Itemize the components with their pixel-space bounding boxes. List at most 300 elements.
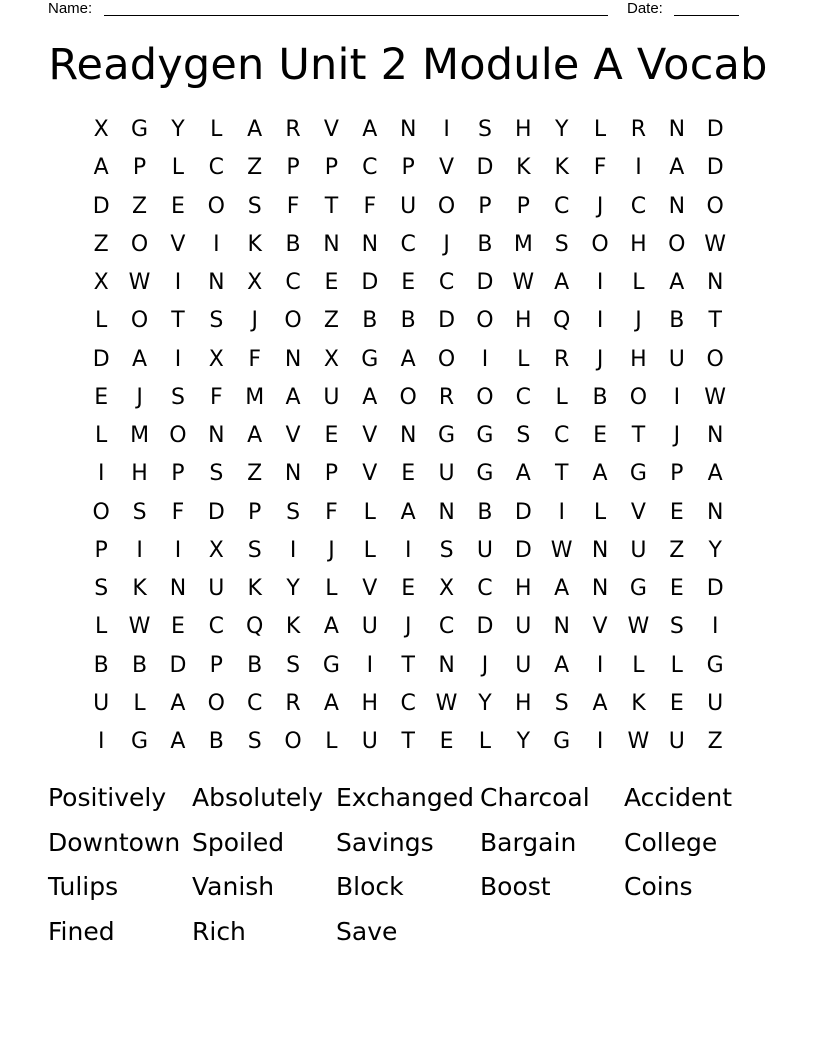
grid-letter: I <box>97 461 105 487</box>
grid-letter: J <box>673 423 681 448</box>
grid-letter: D <box>514 537 532 563</box>
grid-letter: A <box>285 384 301 410</box>
grid-letter: N <box>706 270 724 295</box>
grid-letter: L <box>325 729 338 754</box>
grid-letter: S <box>132 499 147 525</box>
grid-letter: J <box>596 193 604 219</box>
grid-letter: F <box>209 384 223 410</box>
grid-letter: L <box>632 270 645 295</box>
grid-letter: B <box>477 499 493 525</box>
grid-letter: O <box>130 231 149 257</box>
grid-letter: H <box>515 690 532 716</box>
word-bank-item: Block <box>336 872 404 901</box>
grid-letter: L <box>363 537 376 563</box>
grid-letter: A <box>554 270 570 295</box>
grid-letter: O <box>399 384 417 410</box>
grid-letter: L <box>593 499 607 525</box>
grid-letter: B <box>400 308 416 334</box>
date-field[interactable] <box>674 15 739 16</box>
grid-letter: G <box>361 346 379 372</box>
grid-letter: S <box>554 231 569 257</box>
grid-letter: Y <box>171 117 185 142</box>
grid-letter: I <box>213 231 220 257</box>
grid-letter: C <box>554 423 570 448</box>
grid-letter: Y <box>708 537 722 563</box>
grid-letter: C <box>362 155 378 181</box>
grid-letter: O <box>284 729 302 754</box>
grid-letter: H <box>630 346 647 372</box>
grid-letter: U <box>668 729 685 754</box>
word-bank <box>48 778 768 956</box>
grid-letter: I <box>596 729 604 754</box>
grid-letter: O <box>92 499 110 525</box>
grid-letter: D <box>706 117 724 142</box>
grid-letter: L <box>210 117 223 142</box>
grid-letter: S <box>439 537 454 563</box>
grid-letter: C <box>438 270 455 295</box>
grid-letter: C <box>208 614 224 640</box>
grid-letter: C <box>400 231 416 257</box>
word-bank-item: Vanish <box>192 872 275 901</box>
grid-letter: C <box>477 576 493 601</box>
grid-letter: X <box>208 346 224 372</box>
grid-letter: A <box>400 499 416 525</box>
word-bank-item: Downtown <box>48 827 181 857</box>
date-label: Date: <box>627 0 663 17</box>
grid-letter: B <box>247 652 263 678</box>
grid-letter: K <box>516 155 531 181</box>
grid-letter: U <box>668 346 685 372</box>
grid-letter: A <box>93 155 109 181</box>
grid-letter: T <box>401 652 415 678</box>
grid-letter: J <box>635 308 642 334</box>
grid-letter: V <box>285 423 301 448</box>
grid-letter: N <box>208 423 225 448</box>
grid-letter: E <box>669 690 684 716</box>
grid-letter: L <box>95 423 108 448</box>
grid-letter: W <box>128 270 151 295</box>
grid-letter: D <box>514 499 532 525</box>
grid-letter: P <box>401 155 415 181</box>
grid-letter: S <box>516 423 531 448</box>
grid-letter: D <box>207 499 225 525</box>
grid-letter: S <box>286 652 301 678</box>
word-bank-item: Savings <box>336 827 434 857</box>
grid-letter: D <box>92 193 110 219</box>
grid-letter: W <box>627 614 650 640</box>
grid-letter: N <box>668 193 686 219</box>
grid-letter: O <box>476 384 494 410</box>
grid-letter: L <box>363 499 376 525</box>
grid-letter: O <box>169 423 187 448</box>
grid-letter: S <box>170 384 185 410</box>
grid-letter: G <box>131 729 149 754</box>
word-bank-item: Tulips <box>48 872 119 901</box>
grid-letter: L <box>517 346 530 372</box>
grid-letter: A <box>247 117 263 142</box>
grid-letter: I <box>404 537 412 563</box>
grid-letter: S <box>247 729 262 754</box>
grid-letter: E <box>439 729 454 754</box>
grid-letter: T <box>401 729 415 754</box>
grid-letter: J <box>251 308 258 334</box>
grid-letter: E <box>324 423 339 448</box>
grid-letter: E <box>324 270 339 295</box>
grid-letter: N <box>208 270 225 295</box>
grid-letter: M <box>245 384 265 410</box>
grid-letter: X <box>93 117 109 142</box>
name-label: Name: <box>48 0 93 17</box>
grid-letter: E <box>94 384 109 410</box>
grid-letter: G <box>629 461 647 487</box>
grid-letter: M <box>513 231 533 257</box>
grid-letter: A <box>170 690 186 716</box>
grid-letter: Z <box>323 308 339 334</box>
grid-letter: A <box>669 155 685 181</box>
grid-letter: H <box>515 308 532 334</box>
grid-letter: P <box>324 461 339 487</box>
grid-letter: C <box>630 193 647 219</box>
grid-letter: O <box>629 384 648 410</box>
grid-letter: Y <box>516 729 531 754</box>
grid-letter: J <box>443 231 450 257</box>
grid-letter: V <box>439 155 455 181</box>
grid-letter: Z <box>93 231 109 257</box>
grid-letter: Q <box>553 308 571 334</box>
grid-letter: S <box>669 614 684 640</box>
grid-letter: B <box>477 231 493 257</box>
grid-letter: N <box>323 231 340 257</box>
grid-letter: I <box>97 729 105 754</box>
grid-letter: G <box>438 423 456 448</box>
grid-letter: L <box>555 384 568 410</box>
grid-letter: S <box>209 461 224 487</box>
grid-letter: U <box>476 537 493 563</box>
grid-letter: S <box>286 499 301 525</box>
grid-letter: P <box>248 499 262 525</box>
grid-letter: V <box>323 117 339 142</box>
grid-letter: P <box>670 461 684 487</box>
grid-letter: L <box>95 614 108 640</box>
grid-letter: U <box>515 652 532 678</box>
grid-letter: M <box>130 423 150 448</box>
grid-letter: R <box>630 117 647 142</box>
grid-letter: S <box>477 117 492 142</box>
grid-letter: J <box>404 614 412 640</box>
grid-letter: G <box>706 652 724 678</box>
grid-letter: P <box>171 461 185 487</box>
word-bank-item: Positively <box>48 783 167 812</box>
grid-letter: N <box>284 346 302 372</box>
grid-letter: Q <box>246 614 264 640</box>
grid-letter: N <box>706 423 724 448</box>
grid-letter: J <box>596 346 604 372</box>
grid-letter: A <box>400 346 416 372</box>
grid-letter: I <box>289 537 297 563</box>
grid-letter: F <box>593 155 607 181</box>
grid-letter: W <box>704 384 727 410</box>
grid-letter: A <box>707 461 723 487</box>
grid-letter: O <box>706 193 724 219</box>
grid-letter: L <box>95 308 108 334</box>
grid-letter: S <box>94 576 109 601</box>
grid-letter: K <box>285 614 301 640</box>
grid-letter: W <box>128 614 151 640</box>
grid-letter: B <box>132 652 148 678</box>
word-bank-item: Save <box>336 916 398 946</box>
grid-letter: N <box>361 231 379 257</box>
grid-letter: C <box>438 614 455 640</box>
grid-letter: W <box>704 231 727 257</box>
grid-letter: P <box>478 193 492 219</box>
grid-letter: F <box>286 193 300 219</box>
grid-letter: I <box>673 384 681 410</box>
grid-letter: J <box>136 384 143 410</box>
grid-letter: E <box>669 576 684 601</box>
grid-letter: B <box>93 652 109 678</box>
grid-letter: D <box>92 346 110 372</box>
grid-letter: D <box>438 308 456 334</box>
grid-letter: B <box>669 308 685 334</box>
grid-letter: N <box>591 576 609 601</box>
grid-letter: O <box>668 231 686 257</box>
grid-letter: T <box>631 423 646 448</box>
grid-letter: E <box>401 461 416 487</box>
grid-letter: D <box>706 155 724 181</box>
grid-letter: R <box>554 346 570 372</box>
grid-letter: A <box>592 690 608 716</box>
grid-letter: A <box>362 384 378 410</box>
grid-letter: Z <box>669 537 685 563</box>
grid-letter: I <box>481 346 489 372</box>
grid-letter: J <box>328 537 335 563</box>
grid-letter: D <box>361 270 379 295</box>
grid-letter: E <box>401 576 416 601</box>
grid-letter: U <box>361 614 378 640</box>
grid-letter: U <box>93 690 110 716</box>
grid-letter: L <box>478 729 492 754</box>
grid-letter: U <box>630 537 647 563</box>
grid-letter: L <box>133 690 146 716</box>
word-bank-item: Boost <box>480 872 551 901</box>
grid-letter: N <box>591 537 609 563</box>
grid-letter: O <box>207 193 225 219</box>
grid-letter: E <box>593 423 608 448</box>
grid-letter: C <box>400 690 416 716</box>
grid-letter: N <box>284 461 302 487</box>
grid-letter: U <box>361 729 378 754</box>
grid-letter: N <box>438 652 455 678</box>
grid-letter: S <box>247 537 262 563</box>
grid-letter: W <box>512 270 535 295</box>
grid-letter: G <box>553 729 571 754</box>
grid-letter: D <box>476 155 494 181</box>
word-bank-item: Absolutely <box>192 783 324 812</box>
grid-letter: H <box>515 117 532 142</box>
grid-letter: O <box>437 193 456 219</box>
grid-letter: A <box>515 461 531 487</box>
grid-letter: V <box>170 231 186 257</box>
name-field[interactable] <box>104 15 608 16</box>
grid-letter: N <box>169 576 187 601</box>
grid-letter: I <box>366 652 374 678</box>
grid-letter: G <box>476 461 494 487</box>
grid-letter: I <box>558 499 565 525</box>
grid-letter: Y <box>286 576 300 601</box>
grid-letter: B <box>285 231 301 257</box>
grid-letter: O <box>207 690 225 716</box>
grid-letter: N <box>706 499 724 525</box>
grid-letter: H <box>361 690 379 716</box>
grid-letter: X <box>439 576 455 601</box>
grid-letter: A <box>132 346 148 372</box>
grid-letter: K <box>247 231 262 257</box>
grid-letter: C <box>208 155 224 181</box>
grid-letter: Z <box>132 193 148 219</box>
grid-letter: A <box>554 652 570 678</box>
grid-letter: C <box>515 384 531 410</box>
grid-letter: D <box>476 270 494 295</box>
grid-letter: L <box>171 155 185 181</box>
grid-letter: T <box>708 308 722 334</box>
grid-letter: O <box>476 308 494 334</box>
grid-letter: N <box>399 423 417 448</box>
grid-letter: J <box>481 652 489 678</box>
grid-letter: O <box>130 308 149 334</box>
grid-letter: V <box>592 614 608 640</box>
grid-letter: G <box>322 652 340 678</box>
grid-letter: X <box>93 270 109 295</box>
grid-letter: D <box>706 576 724 601</box>
grid-letter: P <box>324 155 339 181</box>
grid-letter: S <box>247 193 262 219</box>
grid-letter: P <box>286 155 300 181</box>
grid-letter: L <box>670 652 683 678</box>
grid-letter: U <box>707 690 724 716</box>
grid-letter: I <box>136 537 143 563</box>
grid-letter: K <box>554 155 569 181</box>
grid-letter: E <box>170 193 185 219</box>
grid-letter: T <box>324 193 339 219</box>
grid-letter: G <box>131 117 149 142</box>
grid-letter: V <box>362 576 378 601</box>
word-bank-item: College <box>624 827 718 857</box>
grid-letter: L <box>325 576 338 601</box>
grid-letter: F <box>325 499 338 525</box>
grid-letter: C <box>554 193 570 219</box>
grid-letter: A <box>592 461 608 487</box>
grid-letter: A <box>554 576 570 601</box>
grid-letter: C <box>285 270 301 295</box>
grid-letter: K <box>247 576 262 601</box>
grid-letter: K <box>132 576 147 601</box>
grid-letter: Y <box>478 690 492 716</box>
letter-grid <box>82 111 734 761</box>
grid-letter: B <box>592 384 608 410</box>
grid-letter: U <box>400 193 417 219</box>
grid-letter: W <box>435 690 458 716</box>
grid-letter: R <box>285 690 301 716</box>
grid-letter: X <box>323 346 339 372</box>
grid-letter: E <box>170 614 185 640</box>
grid-letter: I <box>174 270 182 295</box>
grid-letter: I <box>596 308 604 334</box>
grid-letter: O <box>591 231 609 257</box>
grid-letter: V <box>362 461 378 487</box>
grid-letter: N <box>668 117 686 142</box>
grid-letter: U <box>208 576 225 601</box>
grid-letter: R <box>285 117 301 142</box>
grid-letter: T <box>171 308 185 334</box>
grid-letter: I <box>596 652 604 678</box>
word-bank-item: Fined <box>48 916 115 946</box>
grid-letter: D <box>476 614 494 640</box>
grid-letter: I <box>443 117 450 142</box>
grid-letter: V <box>630 499 646 525</box>
grid-letter: P <box>132 155 147 181</box>
grid-letter: B <box>208 729 224 754</box>
grid-letter: D <box>169 652 187 678</box>
grid-letter: N <box>399 117 417 142</box>
grid-letter: O <box>284 308 302 334</box>
word-bank-item: Accident <box>624 783 732 812</box>
grid-letter: I <box>174 537 182 563</box>
grid-letter: I <box>174 346 182 372</box>
word-bank-item: Bargain <box>480 827 577 857</box>
grid-letter: H <box>131 461 148 487</box>
grid-letter: E <box>401 270 416 295</box>
grid-letter: A <box>323 614 339 640</box>
grid-letter: C <box>247 690 263 716</box>
grid-letter: H <box>515 576 532 601</box>
grid-letter: G <box>629 576 647 601</box>
grid-letter: L <box>632 652 645 678</box>
grid-letter: F <box>248 346 262 372</box>
grid-letter: I <box>596 270 604 295</box>
grid-letter: E <box>669 499 684 525</box>
grid-letter: U <box>323 384 340 410</box>
header-line <box>48 0 748 18</box>
word-bank-item: Coins <box>624 872 693 901</box>
grid-letter: A <box>323 690 339 716</box>
grid-letter: W <box>627 729 650 754</box>
grid-letter: Z <box>247 155 263 181</box>
grid-letter: T <box>554 461 569 487</box>
grid-letter: A <box>669 270 685 295</box>
grid-letter: V <box>362 423 378 448</box>
grid-letter: B <box>362 308 378 334</box>
word-bank-item: Spoiled <box>192 827 285 857</box>
grid-letter: P <box>94 537 108 563</box>
grid-letter: X <box>247 270 263 295</box>
grid-letter: F <box>171 499 185 525</box>
grid-letter: Z <box>247 461 263 487</box>
grid-letter: Y <box>554 117 569 142</box>
grid-letter: S <box>209 308 224 334</box>
grid-letter: O <box>706 346 724 372</box>
grid-letter: I <box>711 614 719 640</box>
word-bank-item: Rich <box>192 916 246 946</box>
grid-letter: U <box>515 614 532 640</box>
word-bank-item: Charcoal <box>480 783 590 812</box>
grid-letter: G <box>476 423 494 448</box>
grid-letter: N <box>553 614 570 640</box>
grid-letter: A <box>170 729 186 754</box>
word-bank-item: Exchanged <box>336 783 475 812</box>
grid-letter: H <box>630 231 647 257</box>
grid-letter: O <box>437 346 456 372</box>
grid-letter: I <box>635 155 642 181</box>
